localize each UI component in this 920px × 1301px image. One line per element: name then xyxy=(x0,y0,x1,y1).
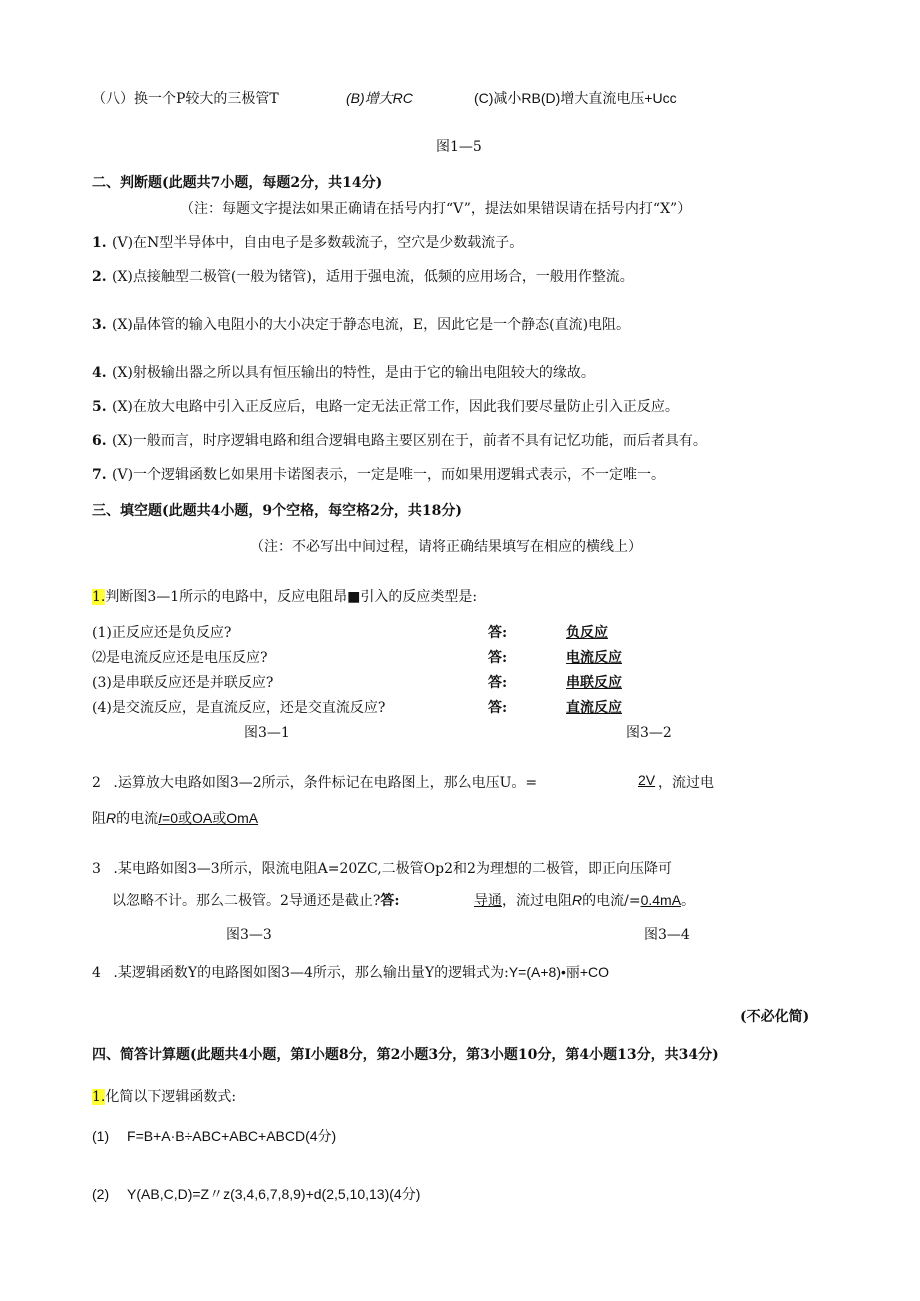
judge-item-4-num: 4. xyxy=(92,365,107,381)
judge-item-4-text: (X)射极输出器之所以具有恒压输出的特性，是由于它的输出电阻较大的缘故。 xyxy=(112,365,595,381)
judge-item-5-text: (X)在放大电路中引入正反应后，电路一定无法正常工作，因此我们要尽量防止引入正反应。 xyxy=(112,399,679,415)
calc-q1-text: 化简以下逻辑函数式: xyxy=(105,1089,237,1105)
judge-item-7 xyxy=(92,464,665,484)
fill-q1-row-4-question: (4)是交流反应，是直流反应，还是交直流反应? xyxy=(92,700,386,716)
figure-caption-1-5: 图1—5 xyxy=(436,139,482,155)
fill-q1-row-2-question: ⑵是电流反应还是电压反应? xyxy=(92,650,268,666)
judge-item-1-text: (V)在N型半导体中，自由电子是多数载流子，空穴是少数载流子。 xyxy=(112,235,524,251)
judge-item-5 xyxy=(92,396,679,416)
fill-q1-text: 判断图3—1所示的电路中，反应电阻昂■引入的反应类型是: xyxy=(105,589,478,605)
fill-q1-num: 1. xyxy=(92,589,106,605)
intro-option-cd: (C)减小RB(D)增大直流电压+Ucc xyxy=(474,90,677,106)
section-2-heading: 二、判断题(此题共7小题，每题2分，共14分) xyxy=(92,175,383,191)
intro-option-b: (B)增大RC xyxy=(346,90,413,106)
fill-q3-r-symbol: R xyxy=(572,892,583,908)
fill-q1-row-1-answer: 负反应 xyxy=(566,625,608,641)
calc-q1-formula-1-num: (1) xyxy=(92,1128,110,1144)
fill-q4-formula: Y=(A+8)•丽+CO xyxy=(508,964,610,980)
section-4-heading: 四、简答计算题(此题共4小题，第I小题8分，第2小题3分，第3小题10分，第4小题13分，共34分) xyxy=(92,1047,719,1063)
judge-item-7-num: 7. xyxy=(92,467,107,483)
judge-item-6-text: (X)一般而言，时序逻辑电路和组合逻辑电路主要区别在于，前者不具有记忆功能，而后者具有。 xyxy=(112,433,707,449)
judge-item-3-text: (X)晶体管的输入电阻小的大小决定于静态电流，E，因此它是一个静态(直流)电阻。 xyxy=(112,317,631,333)
judge-item-6-num: 6. xyxy=(92,433,107,449)
fill-q2-num: 2 xyxy=(92,775,101,791)
intro-option-a: （八）换一个P较大的三极管T xyxy=(92,91,279,107)
fill-q4-num: 4 xyxy=(92,965,101,981)
fill-q3-answer-label: 答: xyxy=(380,893,400,909)
judge-item-2-text: (X)点接触型二极管(一般为锗管)，适用于强电流，低频的应用场合，一般用作整流。 xyxy=(112,269,634,285)
fill-q1-row-2-answer: 电流反应 xyxy=(566,650,622,666)
fill-q2-line-2 xyxy=(92,808,258,828)
judge-item-2-num: 2. xyxy=(92,269,107,285)
calc-q1-formula-1-text: F=B+A·B÷ABC+ABC+ABCD(4分) xyxy=(127,1128,337,1144)
fill-q2-i-symbol: I xyxy=(158,810,163,826)
judge-item-3 xyxy=(92,314,630,334)
calc-q1-formula-2-text: Y(AB,C,D)=Z〃z(3,4,6,7,8,9)+d(2,5,10,13)(4分) xyxy=(127,1186,421,1202)
calc-q1-num: 1. xyxy=(92,1089,106,1105)
fill-q1-row-4-label: 答: xyxy=(488,700,508,716)
figure-caption-3-4: 图3—4 xyxy=(644,927,690,943)
judge-item-4 xyxy=(92,362,595,382)
calc-q1 xyxy=(92,1086,236,1106)
fill-q1 xyxy=(92,586,477,606)
calc-q1-formula-2-num: (2) xyxy=(92,1186,110,1202)
judge-item-1-num: 1. xyxy=(92,235,107,251)
fill-q3-line-2 xyxy=(112,890,400,910)
fill-q1-row-1-label: 答: xyxy=(488,625,508,641)
fill-q2-answer-voltage: 2V xyxy=(638,772,656,788)
fill-q2-line-2-mid: 的电流 xyxy=(116,811,159,827)
fill-q2-line-1-tail: ，流过电 xyxy=(658,775,714,791)
judge-item-2 xyxy=(92,266,634,286)
calc-q1-formula-2 xyxy=(92,1184,420,1204)
fill-q3-num: 3 xyxy=(92,861,101,877)
fill-q1-row-3-answer: 串联反应 xyxy=(566,675,622,691)
fill-q1-row-2-label: 答: xyxy=(488,650,508,666)
fill-q2-answer-current: =0或OA或OmA xyxy=(162,810,259,826)
judge-item-1 xyxy=(92,232,523,252)
fill-q4-text: .某逻辑函数Y的电路图如图3—4所示，那么输出量Y的逻辑式为: xyxy=(113,965,509,981)
fill-q4-note: (不必化简) xyxy=(740,1009,810,1025)
calc-q1-formula-1 xyxy=(92,1126,336,1146)
fill-q3-tail-mid: 的电流/= xyxy=(582,893,641,909)
figure-caption-3-1: 图3—1 xyxy=(244,725,290,741)
fill-q3-line-2-text: 以忽略不计。那么二极管。2导通还是截止? xyxy=(112,893,381,909)
section-3-note: （注：不必写出中间过程，请将正确结果填写在相应的横线上） xyxy=(250,539,642,555)
fill-q1-row-1-question: (1)正反应还是负反应? xyxy=(92,625,232,641)
fill-q2-text: .运算放大电路如图3—2所示，条件标记在电路图上，那么电压U。= xyxy=(113,775,538,791)
judge-item-7-text: (V)一个逻辑函数匕如果用卡诺图表示，一定是唯一，而如果用逻辑式表示，不一定唯一。 xyxy=(112,467,666,483)
fill-q3-answer-state: 导通 xyxy=(474,893,502,909)
judge-item-3-num: 3. xyxy=(92,317,107,333)
fill-q2-r-symbol: R xyxy=(106,810,117,826)
judge-item-6 xyxy=(92,430,707,450)
fill-q4 xyxy=(92,962,609,982)
fill-q1-row-3-question: (3)是串联反应还是并联反应? xyxy=(92,675,274,691)
fill-q3-answer-current: 0.4mA xyxy=(640,892,682,908)
fill-q3-text: .某电路如图3—3所示，限流电阻A=20ZC,二极管Op2和2为理想的二极管，即正向压降可 xyxy=(113,861,672,877)
fill-q3-line-2-answers xyxy=(474,890,695,910)
fill-q3-tail-end: 。 xyxy=(681,893,696,909)
fill-q3-tail-pre: ，流过电阻 xyxy=(502,893,572,909)
judge-item-5-num: 5. xyxy=(92,399,107,415)
fill-q1-row-3-label: 答: xyxy=(488,675,508,691)
figure-caption-3-3: 图3—3 xyxy=(226,927,272,943)
fill-q1-row-4-answer: 直流反应 xyxy=(566,700,622,716)
section-2-note: （注：每题文字提法如果正确请在括号内打“V”，提法如果错误请在括号内打“X”） xyxy=(180,201,692,217)
figure-caption-3-2: 图3—2 xyxy=(626,725,672,741)
fill-q3-line-1 xyxy=(92,858,672,878)
fill-q2-line-2-pre: 阻 xyxy=(92,811,106,827)
section-3-heading: 三、填空题(此题共4小题，9个空格，每空格2分，共18分) xyxy=(92,503,462,519)
fill-q2-line-1 xyxy=(92,772,537,792)
